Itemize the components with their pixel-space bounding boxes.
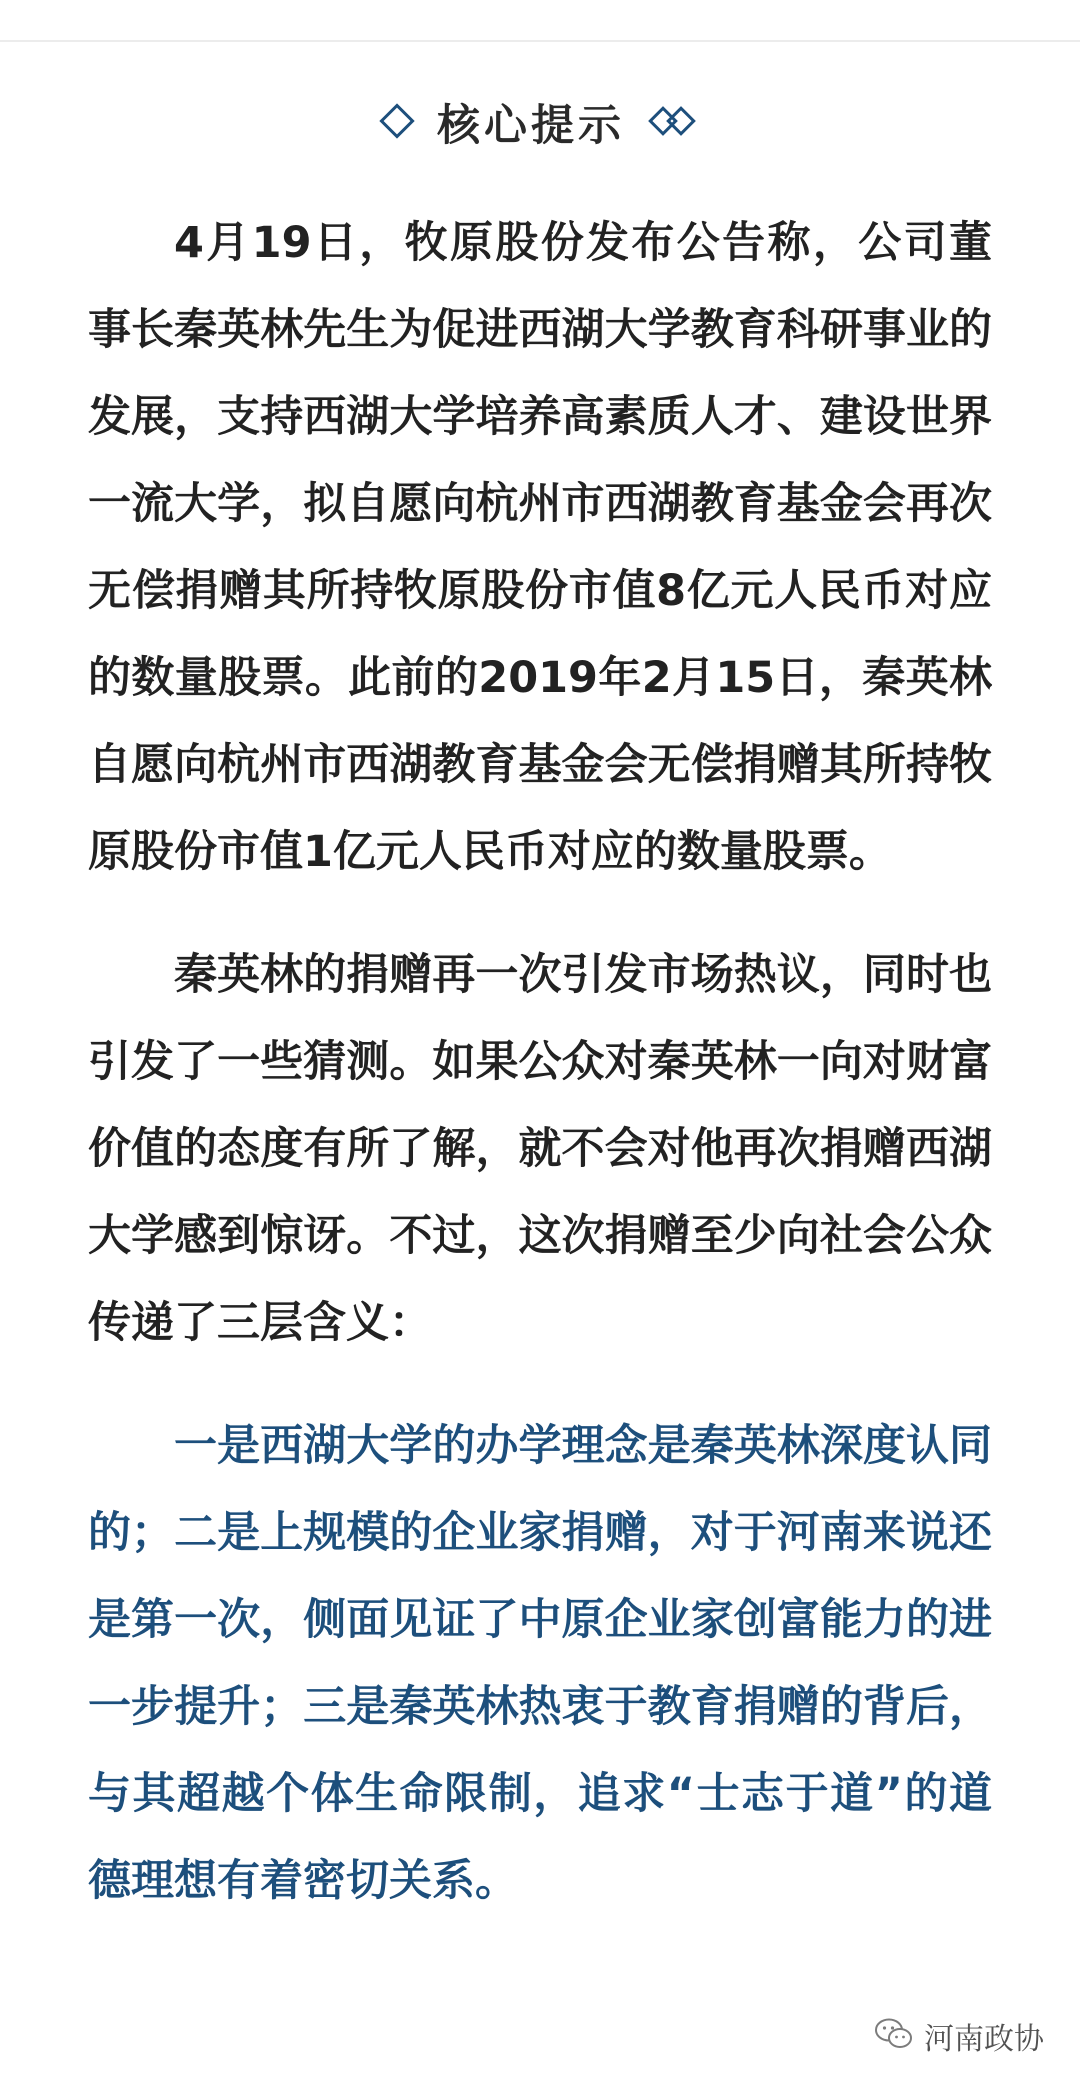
paragraph-discussion: 秦英林的捐赠再一次引发市场热议，同时也引发了一些猜测。如果公众对秦英林一向对财富价值的态度有所了解，就不会对他再次捐赠西湖大学感到惊讶。不过，这次捐赠至少向社会公众传递了三层含义： [88, 950, 992, 1348]
paragraph-key-points: 一是西湖大学的办学理念是秦英林深度认同的；二是上规模的企业家捐赠，对于河南来说还是第一次，侧面见证了中原企业家创富能力的进一步提升；三是秦英林热衷于教育捐赠的背后，与其超越个体生命限制，追求“士志于道”的道德理想有着密切关系。 [88, 1421, 992, 1906]
section-heading [0, 92, 1080, 172]
heading-title: 核心提示 [437, 101, 625, 151]
double-diamond-icon [645, 101, 703, 145]
wechat-icon [874, 2017, 914, 2055]
article-body [88, 200, 992, 1961]
diamond-icon [377, 101, 417, 145]
source-watermark [874, 2014, 1044, 2058]
top-divider [0, 40, 1080, 42]
paragraph-announcement: 4月19日，牧原股份发布公告称，公司董事长秦英林先生为促进西湖大学教育科研事业的发展，支持西湖大学培养高素质人才、建设世界一流大学，拟自愿向杭州市西湖教育基金会再次无偿捐赠其所持牧原股份市值8亿元人民币对应的数量股票。此前的2019年2月15日，秦英林自愿向杭州市西湖教育基金会无偿捐赠其所持牧原股份市值1亿元人民币对应的数量股票。 [88, 218, 992, 877]
watermark-label: 河南政协 [924, 2022, 1044, 2057]
